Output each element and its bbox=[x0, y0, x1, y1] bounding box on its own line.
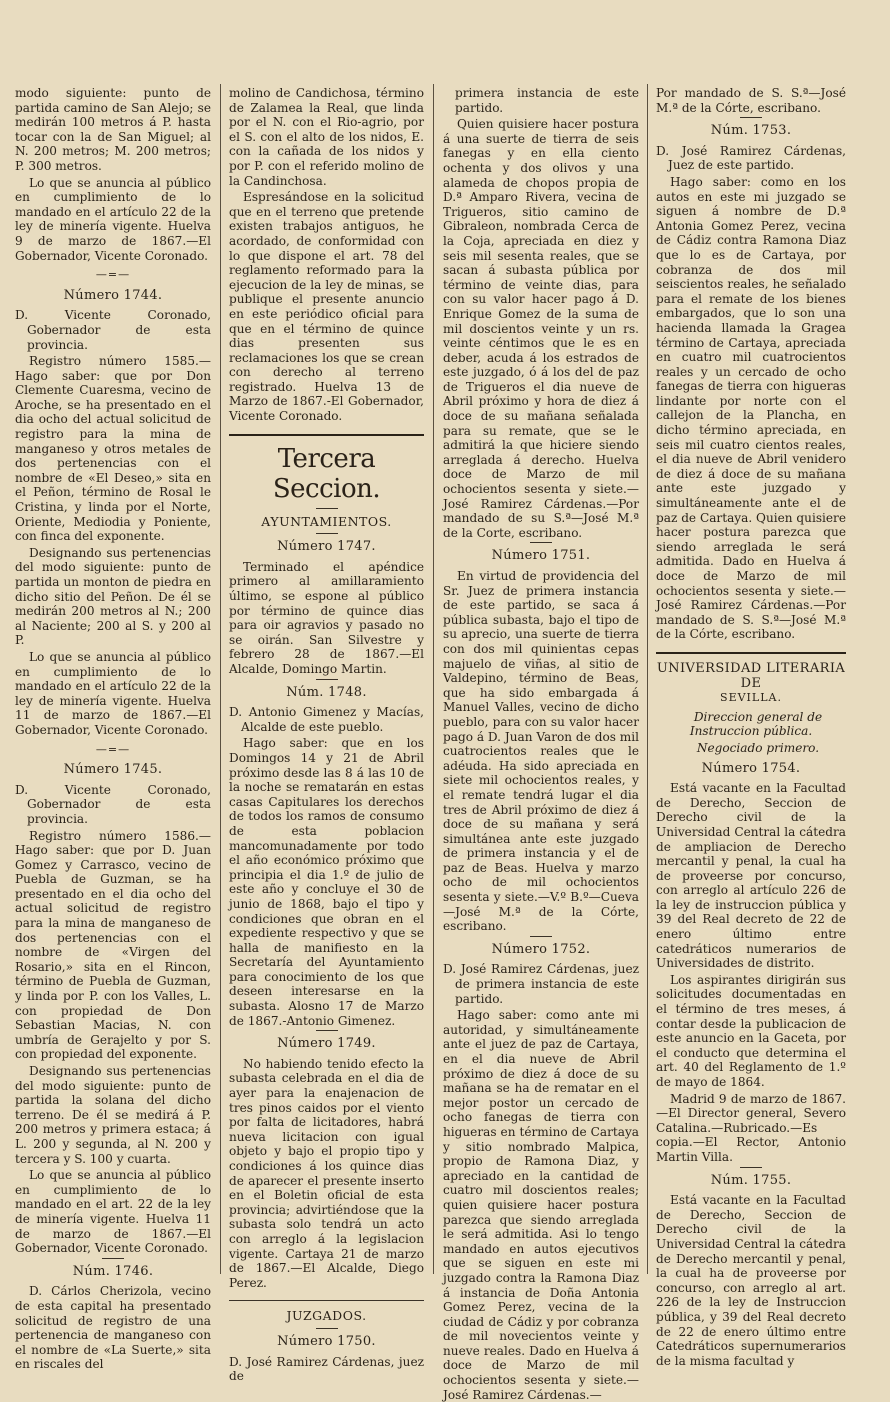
institution-title: UNIVERSIDAD LITERARIA DE bbox=[656, 660, 846, 691]
paragraph: Registro número 1585.—Hago saber: que por Don Clemente Cuaresma, vecino de Aroche, se ha presentado en el dia ocho del actual solicitud de registro para la mina de manganeso y otros metales de dos pertenencias con el nombre de «El Deseo,» sita en el Peñon, término de Rosal le Cristina, y linda por el Norte, Oriente, Mediodia y Poniente, con finca del exponente. bbox=[15, 354, 211, 544]
notice-number: Número 1751. bbox=[491, 548, 591, 564]
divider bbox=[102, 1258, 124, 1259]
notice-heading: D. José Ramirez Cárdenas, Juez de este partido. bbox=[656, 143, 846, 173]
notice-heading: D. Vicente Coronado, Gobernador de esta provincia. bbox=[15, 782, 211, 826]
notice-number: Número 1749. bbox=[277, 1036, 376, 1052]
notice-number: Número 1745. bbox=[63, 762, 163, 778]
section-rule bbox=[656, 652, 846, 654]
paragraph: Está vacante en la Facultad de Derecho, Seccion de Derecho civil de la Universidad Central la cátedra de ampliacion de Derecho mercantil y penal, la cual ha de proveerse por concurso, con arreglo al artículo 226 de la ley de instruccion pública y 39 del Real decreto de 22 de enero último entre catedráticos numerarios de Universidades de distrito. bbox=[656, 781, 846, 971]
paragraph: Hago saber: que en los Domingos 14 y 21 de Abril próximo desde las 8 á las 10 de la noche se rematarán en estas casas Capitulares los derechos de todos los ramos de consumo de esta poblacion mancomunadamente por todo el año económico próximo que principia el dia 1.º de julio de este año y concluye el 30 de junio de 1868, bajo el tipo y condiciones que obran en el expediente respectivo y que se halla de manifiesto en la Secretaría del Ayuntamiento para conocimiento de los que deseen interesarse en la subasta. Alosno 17 de Marzo de 1867.-Antonio Gimenez. bbox=[229, 736, 424, 1028]
column-divider bbox=[220, 84, 221, 1274]
section-subtitle: AYUNTAMIENTOS. bbox=[261, 513, 392, 529]
paragraph: Lo que se anuncia al público en cumplimiento de lo mandado en el art. 22 de la ley de minería vigente. Huelva 11 de marzo de 1867.—El Gobernador, Vicente Coronado. bbox=[15, 1168, 211, 1256]
notice-heading: D. José Ramirez Cárdenas, juez de primera instancia de este partido. bbox=[443, 962, 639, 1006]
paragraph: D. José Ramirez Cárdenas, juez de bbox=[229, 1354, 424, 1384]
department-heading: Direccion general de Instruccion pública. bbox=[689, 709, 823, 739]
paragraph: modo siguiente: punto de partida camino de San Alejo; se medirán 100 metros á P. hasta tocar con la de San Miguel; al N. 200 metros; M. 200 metros; P. 300 metros. bbox=[15, 86, 211, 173]
section-rule bbox=[229, 434, 424, 436]
paragraph: Hago saber: como en los autos en este mi juzgado se siguen á nombre de D.ª Antonia Gomez Perez, vecina de Cádiz contra Ramona Diaz que lo es de Cartaya, por cobranza de dos mil seiscientos reales, he señalado para el remate de los bienes embargados, que lo son una hacienda llamada la Gragea término de Cartaya, apreciada en cuatro mil cuatrocientos reales y un cercado de ocho fanegas de tierra con higueras lindante por norte con el callejon de la Plancha, en dicho término apreciada, en seis mil cuatro cientos reales, el dia nueve de Abril venidero de diez á doce de su mañana ante este juzgado y simultáneamente ante el de paz de Cartaya. Quien quisiere hacer postura parezca que siendo arreglada le será admitida. Dado en Huelva á doce de Marzo de mil ochocientos sesenta y siete.—José Ramirez Cárdenas.—Por mandado de S. S.ª—José M.ª de la Córte, escribano. bbox=[656, 174, 846, 642]
notice-number: Número 1754. bbox=[701, 760, 801, 776]
paragraph: Hago saber: como ante mi autoridad, y simultáneamente ante el juez de paz de Cartaya, en el dia nueve de Abril próximo de diez á doce de su mañana se ha de rematar en el mejor postor un cercado de ocho fanegas de tierra con higueras en término de Cartaya y sitio nombrado Malpica, propio de Ramona Diaz, y apreciado en la cantidad de cuatro mil doscientos reales; quien quisiere hacer postura parezca que siendo arreglada le será admitida. Asi lo tengo mandado en autos ejecutivos que se siguen en este mi juzgado contra la Ramona Diaz á instancia de Doña Antonia Gomez Perez, vecina de la ciudad de Cádiz y por cobranza de mil novecientos veinte y nueve reales. Dado en Huelva á doce de Marzo de mil ochocientos sesenta y siete.—José Ramirez Cárdenas.— bbox=[443, 1008, 639, 1402]
notice-number: Núm. 1753. bbox=[710, 123, 792, 139]
column-4 bbox=[656, 86, 846, 1368]
paragraph: Está vacante en la Facultad de Derecho, Seccion de Derecho civil de la Universidad Central la cátedra de Derecho mercantil y penal, la cual ha de proveerse por concurso, con arreglo al art. 226 de la ley de Instruccion pública, y 39 del Real decreto de 22 de enero último entre Catedráticos supernumerarios de la misma facultad y bbox=[656, 1193, 846, 1368]
notice-number: Núm. 1748. bbox=[286, 684, 367, 700]
paragraph: Designando sus pertenencias del modo siguiente: punto de partida un monton de piedra en dicho sitio del Peñon. De él se medirán 200 metros al N.; 200 al Naciente; 200 al S. y 200 al P. bbox=[15, 545, 211, 648]
paragraph: Los aspirantes dirigirán sus solicitudes documentadas en el término de tres meses, á contar desde la publicacion de este anuncio en la Gaceta, por el conducto que determina el art. 40 del Reglamento de 1.º de mayo de 1864. bbox=[656, 972, 846, 1089]
paragraph: Madrid 9 de marzo de 1867.—El Director general, Severo Catalina.—Rubricado.—Es copia.—El Rector, Antonio Martin Villa. bbox=[656, 1091, 846, 1164]
notice-heading: D. Antonio Gimenez y Macías, Alcalde de este pueblo. bbox=[229, 705, 424, 734]
divider bbox=[316, 1030, 338, 1031]
section-subtitle: JUZGADOS. bbox=[286, 1308, 367, 1324]
notice-number: Número 1752. bbox=[491, 941, 591, 957]
divider bbox=[316, 508, 338, 509]
ornament-divider: —=— bbox=[95, 268, 131, 282]
column-2 bbox=[229, 86, 424, 1384]
paragraph: Lo que se anuncia al público en cumplimiento de lo mandado en el artículo 22 de la ley de minería vigente. Huelva 9 de marzo de 1867.—El Gobernador, Vicente Coronado. bbox=[15, 175, 211, 263]
column-3 bbox=[443, 86, 639, 1402]
paragraph: No habiendo tenido efecto la subasta celebrada en el dia de ayer para la enajenacion de tres pinos caidos por el viento por falta de licitadores, habrá nueva licitacion con igual objeto y bajo el propio tipo y condiciones á los quince dias de aparecer el presente inserto en el Boletin oficial de esta provincia; advirtiéndose que la subasta solo tendrá un acto con arreglo á la legislacion vigente. Cartaya 21 de marzo de 1867.—El Alcalde, Diego Perez. bbox=[229, 1056, 424, 1290]
section-rule bbox=[229, 1300, 424, 1301]
ornament-divider: —=— bbox=[95, 742, 131, 756]
institution-city: SEVILLA. bbox=[720, 691, 782, 705]
paragraph: Registro número 1586.—Hago saber: que por D. Juan Gomez y Carrasco, vecino de Puebla de Guzman, se ha presentado en el dia ocho del actual solicitud de registro para la mina de manganeso de dos pertenencias con el nombre de «Virgen del Rosario,» sita en el Rincon, término de Puebla de Guzman, y linda por P. con los Valles, L. con propiedad de Don Sebastian Macias, N. con umbría de Gerajelto y por S. con propiedad del exponente. bbox=[15, 828, 211, 1062]
paragraph: molino de Candichosa, término de Zalamea la Real, que linda por el N. con el Rio-agrio, por el S. con el alto de los nidos, E. con la cañada de los nidos y por P. con el referido molino de la Candinchosa. bbox=[229, 86, 424, 188]
divider bbox=[316, 679, 338, 680]
notice-number: Número 1750. bbox=[277, 1333, 376, 1349]
office-heading: Negociado primero. bbox=[696, 740, 820, 755]
paragraph: Quien quisiere hacer postura á una suerte de tierra de seis fanegas y en ella ciento ochenta y dos olivos y una alameda de chopos propia de D.ª Amparo Rivera, vecina de Trigueros, sitio camino de Gibraleon, nombrada Cerca de la Coja, apreciada en diez y seis mil sesenta reales, que se sacan á subasta pública por término de veinte dias, para con su valor hacer pago á D. Enrique Gomez de la suma de mil doscientos veinte y un rs. veinte céntimos que le es en deber, acuda á los estrados de este juzgado, ó á los del de paz de Trigueros el dia nueve de Abril próximo y hora de diez á doce de su mañana señalada para su remate, que se le admitirá la que hiciere siendo arreglada á derecho. Huelva doce de Marzo de mil ochocientos sesenta y siete.—José Ramirez Cárdenas.—Por mandado de su S.ª—José M.ª de la Corte, escribano. bbox=[443, 117, 639, 540]
divider bbox=[740, 1167, 762, 1168]
paragraph: Por mandado de S. S.ª—José M.ª de la Córte, escribano. bbox=[656, 86, 846, 115]
divider bbox=[530, 542, 552, 543]
divider bbox=[740, 117, 762, 118]
paragraph: En virtud de providencia del Sr. Juez de primera instancia de este partido, se saca á pública subasta, bajo el tipo de su aprecio, una suerte de tierra con dos mil quinientas cepas majuelo de viñas, al sitio de Valdepino, término de Beas, que ha sido embargada á Manuel Valles, vecino de dicho pueblo, para con su valor hacer pago á D. Juan Varon de dos mil cuatrocientos reales que le adéuda. Ha sido apreciada en siete mil ochocientos reales, y el remate tendrá lugar el dia tres de Abril próximo de diez á doce de su mañana y será simultánea ante este juzgado de primera instancia y el de paz de Beas. Huelva y marzo ocho de mil ochocientos sesenta y siete.—V.º B.º—Cueva—José M.ª de la Córte, escribano. bbox=[443, 569, 639, 934]
paragraph: Terminado el apéndice primero al amillaramiento último, se espone al público por término de quince dias para oir agravios y pasado no se oirán. San Silvestre y febrero 28 de 1867.—El Alcalde, Domingo Martin. bbox=[229, 559, 424, 676]
paragraph: Lo que se anuncia al público en cumplimiento de lo mandado en el artículo 22 de la ley de minería vigente. Huelva 11 de marzo de 1867.—El Gobernador, Vicente Coronado. bbox=[15, 649, 211, 737]
paragraph: Designando sus pertenencias del modo siguiente: punto de partida la solana del dicho terreno. De él se medirá á P. 200 metros y primera estaca; á L. 200 y segunda, al N. 200 y tercera y S. 100 y cuarta. bbox=[15, 1064, 211, 1166]
notice-number: Número 1747. bbox=[277, 539, 376, 555]
notice-number: Núm. 1746. bbox=[72, 1263, 154, 1279]
section-title: Tercera Seccion. bbox=[272, 443, 381, 504]
paragraph: Espresándose en la solicitud que en el terreno que pretende existen trabajos antiguos, he acordado, de conformidad con lo que dispone el art. 78 del reglamento reformado para la ejecucion de la ley de minas, se publique el presente anuncio en este periódico oficial para que en el término de quince dias presenten sus reclamaciones los que se crean con derecho al terreno registrado. Huelva 13 de Marzo de 1867.-El Gobernador, Vicente Coronado. bbox=[229, 190, 424, 424]
paragraph: primera instancia de este partido. bbox=[455, 86, 639, 115]
column-divider bbox=[433, 84, 434, 1274]
divider bbox=[316, 1328, 338, 1329]
column-1 bbox=[15, 86, 211, 1372]
paragraph: D. Cárlos Cherizola, vecino de esta capital ha presentado solicitud de registro de una pertenencia de manganeso con el nombre de «La Suerte,» sita en riscales del bbox=[15, 1284, 211, 1372]
divider bbox=[530, 936, 552, 937]
notice-number: Número 1744. bbox=[63, 287, 163, 303]
column-divider bbox=[647, 84, 648, 1274]
divider bbox=[316, 533, 338, 534]
notice-heading: D. Vicente Coronado, Gobernador de esta provincia. bbox=[15, 308, 211, 352]
notice-number: Núm. 1755. bbox=[710, 1172, 792, 1188]
